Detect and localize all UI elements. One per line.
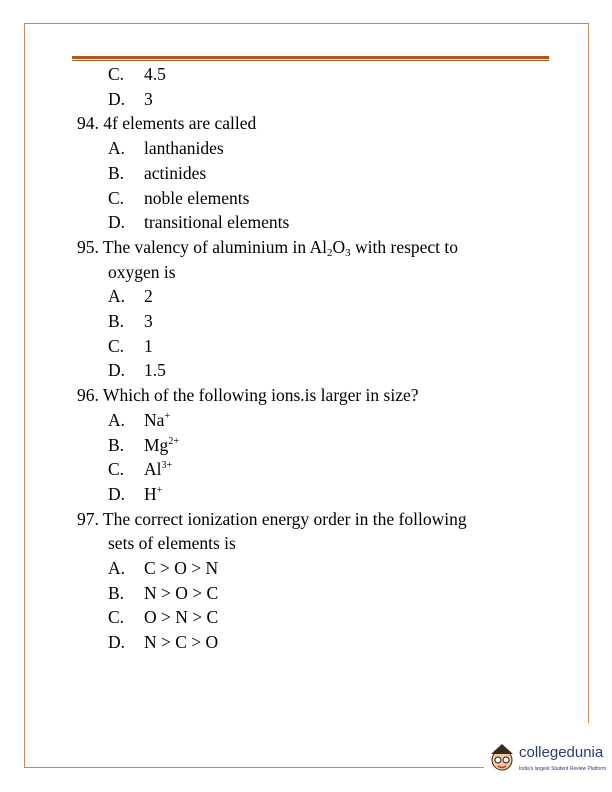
page-border-top: [24, 23, 589, 24]
option-letter: A.: [108, 558, 126, 579]
option-letter: A.: [108, 286, 126, 307]
q94-option-a: [77, 136, 557, 161]
question-95: [77, 235, 557, 260]
logo-wordmark: collegedunia: [519, 744, 604, 761]
q96-option-c: [77, 457, 557, 482]
q96-option-b: [77, 433, 557, 458]
q95-subscript-o: 3: [345, 246, 351, 259]
option-text: Al: [144, 459, 162, 480]
charge-superscript: +: [164, 410, 171, 422]
option-letter: C.: [108, 335, 125, 356]
option-text: N > O > C: [144, 582, 219, 603]
option-text: noble elements: [144, 187, 250, 208]
q95-text-start: 95. The valency of aluminium in Al: [77, 236, 327, 257]
q97-option-d: [77, 630, 557, 655]
question-96: 96. Which of the following ions.is larger in size?: [77, 385, 419, 406]
question-content: [77, 62, 557, 655]
page-border-bottom: [24, 767, 484, 768]
option-letter: B.: [108, 582, 125, 603]
option-text: 2: [144, 286, 153, 307]
page-border-left: [24, 23, 25, 768]
q97-option-a: [77, 556, 557, 581]
option-letter: C.: [108, 607, 125, 628]
option-c-prev: [77, 62, 557, 87]
q97-option-b: [77, 581, 557, 606]
header-rule-thin: [72, 60, 549, 61]
question-97: 97. The correct ionization energy order in the following: [77, 508, 467, 529]
question-97-continued: sets of elements is: [108, 533, 236, 554]
option-letter: A.: [108, 138, 126, 159]
option-text: N > C > O: [144, 632, 219, 653]
q95-option-c: [77, 334, 557, 359]
option-text: actinides: [144, 162, 207, 183]
page-border-right: [588, 23, 589, 723]
option-text: H: [144, 483, 157, 504]
option-letter: C.: [108, 64, 125, 84]
q94-option-b: [77, 161, 557, 186]
option-letter: C.: [108, 459, 125, 480]
charge-superscript: 3+: [161, 460, 173, 472]
q95-text-end: with respect to: [350, 236, 459, 257]
q94-option-d: [77, 210, 557, 235]
option-letter: A.: [108, 409, 126, 430]
option-text: 1.5: [144, 360, 166, 381]
option-text: transitional elements: [144, 212, 290, 233]
option-text: 3: [144, 311, 153, 332]
q95-option-d: [77, 358, 557, 383]
option-letter: D.: [108, 632, 126, 653]
option-letter: B.: [108, 311, 125, 332]
question-95-continued: oxygen is: [108, 261, 176, 282]
option-letter: B.: [108, 434, 125, 455]
student-mascot-icon: [487, 740, 517, 778]
collegedunia-logo: [487, 740, 607, 780]
option-text: O > N > C: [144, 607, 219, 628]
charge-superscript: 2+: [168, 435, 179, 447]
logo-tagline: India's largest Student Review Platform: [519, 766, 607, 772]
option-letter: D.: [108, 88, 126, 109]
option-text: 1: [144, 335, 153, 356]
charge-superscript: +: [156, 484, 163, 496]
q96-option-a: [77, 408, 557, 433]
option-text: 3: [144, 88, 153, 109]
option-d-prev: [77, 87, 557, 112]
q95-text-o: O: [332, 236, 346, 257]
option-text: lanthanides: [144, 138, 224, 159]
option-letter: D.: [108, 212, 126, 233]
option-letter: B.: [108, 162, 125, 183]
option-letter: D.: [108, 360, 126, 381]
q97-option-c: [77, 605, 557, 630]
q95-subscript-al: 2: [326, 246, 333, 259]
q94-option-c: [77, 186, 557, 211]
option-text: Na: [144, 409, 165, 430]
q95-option-b: [77, 309, 557, 334]
option-text: C > O > N: [144, 558, 219, 579]
option-text: Mg: [144, 434, 169, 455]
option-text: 4.5: [144, 64, 166, 84]
option-letter: C.: [108, 187, 125, 208]
header-rule: [72, 56, 549, 59]
question-94: 94. 4f elements are called: [77, 113, 257, 134]
q95-option-a: [77, 284, 557, 309]
q96-option-d: [77, 482, 557, 507]
option-letter: D.: [108, 483, 126, 504]
